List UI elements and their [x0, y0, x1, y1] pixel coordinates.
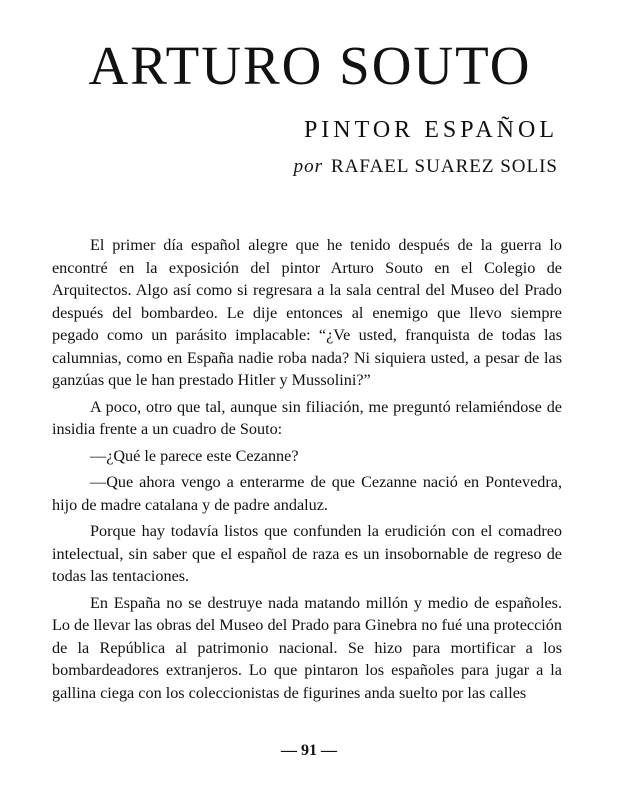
page-number: — 91 —: [281, 742, 337, 759]
paragraph: El primer día español alegre que he tenido después de la guerra lo encontré en la exposición del pintor Arturo Souto en el Colegio de Arquitectos. Algo así como si regresara a la sala central del Museo del Prado después del bombardeo. Le dije entonces al enemigo que llevo siempre pegado como un parásito implacable: “¿Ve usted, franquista de todas las calumnias, como en España nadie roba nada? Ni siquiera usted, a pesar de las ganzúas que le han prestado Hitler y Mussolini?”: [52, 236, 562, 389]
article-subtitle: PINTOR ESPAÑOL: [303, 117, 558, 143]
paragraph: A poco, otro que tal, aunque sin filiación, me preguntó relamiéndose de insidia frente a un cuadro de Souto:: [52, 397, 562, 438]
paragraph: Porque hay todavía listos que confunden la erudición con el comadreo intelectual, sin saber que el español de raza es un insobornable de regreso de todas las tentaciones.: [52, 522, 562, 585]
byline: [294, 157, 558, 176]
byline-prefix: por: [293, 156, 324, 177]
paragraph: En España no se destruye nada matando millón y medio de españoles. Lo de llevar las obras del Museo del Prado para Ginebra no fué una protección de la República al patrimonio nacional. Se hizo para mortificar a los bombardeadores extranjeros. Lo que pintaron los españoles para jugar a la gallina ciega con los coleccionistas de figurines anda suelto por las calles: [52, 593, 562, 702]
article-body: [52, 234, 562, 708]
author-name: RAFAEL SUAREZ SOLIS: [331, 156, 558, 177]
paragraph: —Que ahora vengo a enterarme de que Cezanne nació en Pontevedra, hijo de madre catalana y de padre andaluz.: [52, 473, 562, 514]
paragraph: —¿Qué le parece este Cezanne?: [90, 446, 299, 465]
article-title: ARTURO SOUTO: [88, 35, 532, 96]
